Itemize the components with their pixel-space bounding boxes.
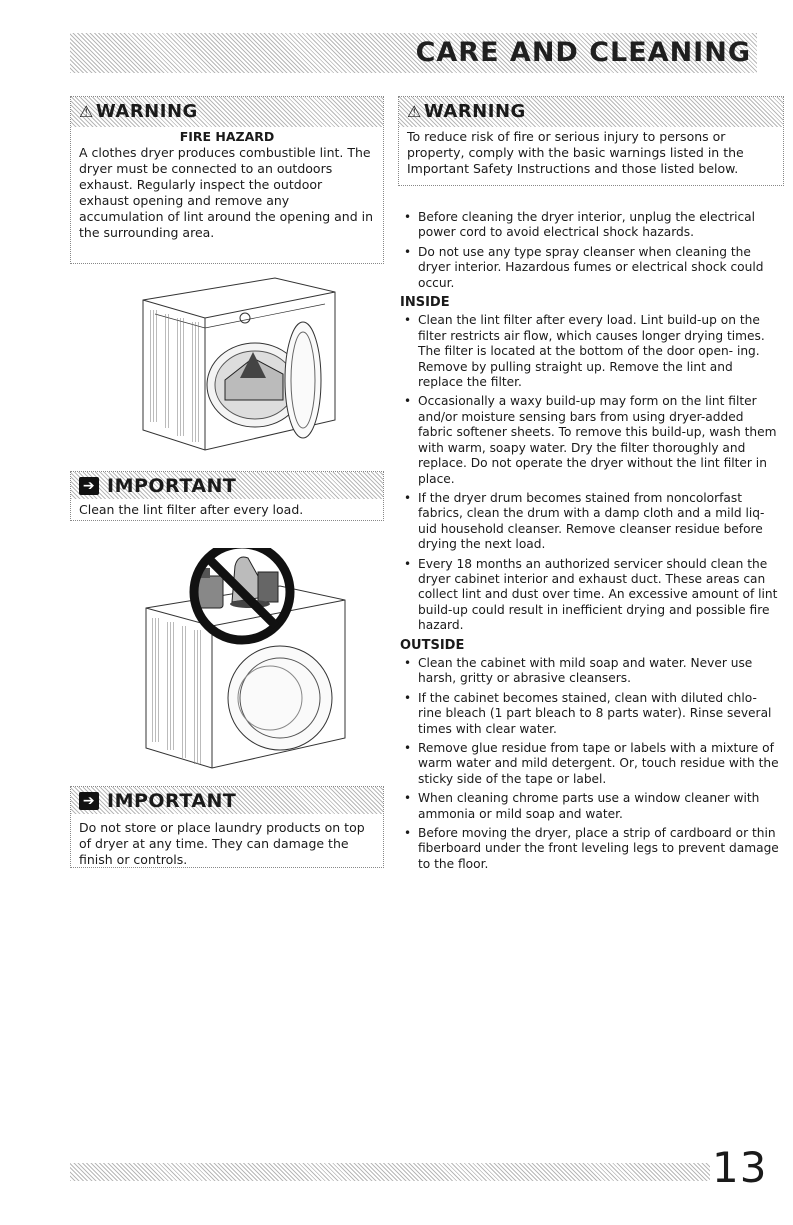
outside-list bbox=[400, 656, 780, 872]
list-item: • When cleaning chrome parts use a window cleaner with ammonia or mild soap and water. bbox=[400, 791, 780, 822]
page-number: 13 bbox=[712, 1143, 768, 1192]
warning-triangle-icon: ⚠ bbox=[407, 102, 422, 121]
list-item: • Clean the lint filter after every load. Lint build-up on the filter restricts air flow, which causes longer drying times. The filter is located at the bottom of the door open- ing. Remove by pulling straight up. Remove the lint and replace the filter. bbox=[400, 313, 780, 390]
important-header bbox=[71, 472, 383, 499]
general-list bbox=[400, 210, 780, 291]
outside-heading: OUTSIDE bbox=[400, 637, 465, 653]
list-item: • Before cleaning the dryer interior, unplug the electrical power cord to avoid electrical shock hazards. bbox=[400, 210, 780, 241]
list-item: • If the cabinet becomes stained, clean with diluted chlo- rine bleach (1 part bleach to 8 parts water). Rinse several times with clear water. bbox=[400, 691, 780, 737]
warning-reduce-text: To reduce risk of fire or serious injury to persons or property, comply with the basic warnings listed in the Important Safety Instructions and those listed below. bbox=[407, 129, 744, 176]
important-lint-text: Clean the lint filter after every load. bbox=[79, 502, 304, 517]
important-store-box bbox=[70, 786, 384, 868]
warning-header bbox=[399, 97, 783, 127]
page-title: CARE AND CLEANING bbox=[415, 37, 751, 68]
inside-list bbox=[400, 313, 780, 633]
list-item: • Every 18 months an authorized servicer should clean the dryer cabinet interior and exhaust duct. These areas can collect lint and dust over time. An excessive amount of lint build-up could result in inefficient drying and possible fire hazard. bbox=[400, 557, 780, 634]
warning-triangle-icon: ⚠ bbox=[79, 102, 94, 121]
list-item: • Occasionally a waxy build-up may form on the lint filter and/or moisture sensing bars from using dryer-added fabric softener sheets. To remove this build-up, wash them with warm, soapy water. Dry the filter thoroughly and replace. Do not operate the dryer without the lint filter in place. bbox=[400, 394, 780, 486]
list-item: • Before moving the dryer, place a strip of cardboard or thin fiberboard under the front leveling legs to prevent damage to the floor. bbox=[400, 826, 780, 872]
important-label: IMPORTANT bbox=[107, 475, 237, 497]
list-item: • Do not use any type spray cleanser when cleaning the dryer interior. Hazardous fumes or electrical shock could occur. bbox=[400, 245, 780, 291]
important-lint-box bbox=[70, 471, 384, 521]
fire-hazard-text: A clothes dryer produces combustible lint. The dryer must be connected to an outdoors exhaust. Regularly inspect the outdoor exhaust opening and remove any accumulation of lint around the opening and in the surrounding area. bbox=[79, 145, 374, 240]
list-item: • Clean the cabinet with mild soap and water. Never use harsh, gritty or abrasive cleansers. bbox=[400, 656, 780, 687]
important-header bbox=[71, 787, 383, 814]
warning-fire-box bbox=[70, 96, 384, 264]
inside-heading: INSIDE bbox=[400, 295, 450, 311]
fire-hazard-heading: FIRE HAZARD bbox=[179, 129, 275, 144]
list-item: • Remove glue residue from tape or labels with a mixture of warm water and mild detergent. Or, touch residue with the sticky side of the tape or label. bbox=[400, 741, 780, 787]
warning-reduce-box bbox=[398, 96, 784, 186]
footer-bar bbox=[70, 1163, 710, 1181]
header-bar bbox=[70, 33, 757, 73]
instructions-column bbox=[400, 210, 780, 876]
important-label: IMPORTANT bbox=[107, 790, 237, 812]
warning-header bbox=[71, 97, 383, 127]
warning-label: WARNING bbox=[95, 101, 198, 122]
dryer-no-products-illustration bbox=[140, 548, 350, 778]
arrow-box-icon: ➔ bbox=[79, 477, 99, 495]
dryer-lint-filter-illustration bbox=[135, 270, 345, 460]
arrow-box-icon: ➔ bbox=[79, 792, 99, 810]
important-store-text: Do not store or place laundry products on top of dryer at any time. They can damage the finish or controls. bbox=[79, 820, 365, 867]
warning-label: WARNING bbox=[423, 101, 526, 122]
list-item: • If the dryer drum becomes stained from noncolorfast fabrics, clean the drum with a damp cloth and a mild liq- uid household cleanser. Remove cleanser residue before drying the next load. bbox=[400, 491, 780, 553]
